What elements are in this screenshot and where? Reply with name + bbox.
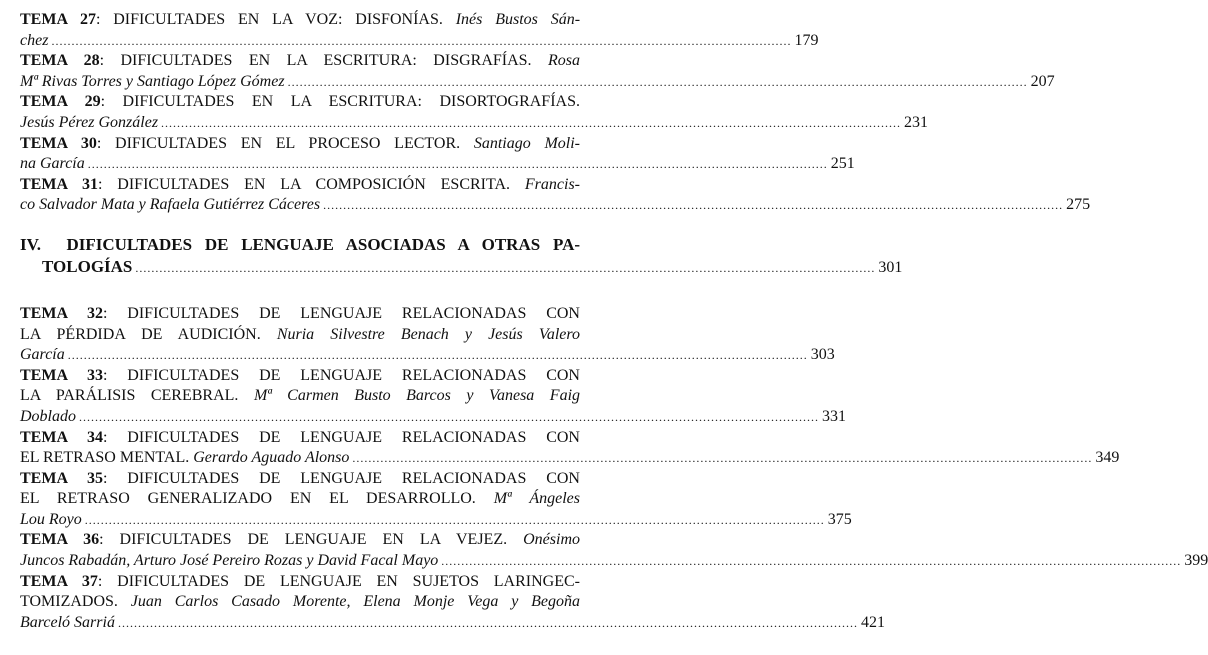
- entry-page-number: 303: [810, 346, 835, 364]
- dot-leader: .........................................................................................................................................................................................: [135, 260, 876, 275]
- entry-page-number: 231: [904, 113, 929, 131]
- toc-entry-tema-29: TEMA 29: DIFICULTADES EN LA ESCRITURA: DISORTOGRAFÍAS. Jesús Pérez González ......................................................................................................................................................................................... 231: [20, 92, 580, 133]
- dot-leader: .........................................................................................................................................................................................: [87, 157, 828, 172]
- entry-author: Juan Carlos Casado Morente, Elena Monje Vega y Begoña: [130, 593, 581, 611]
- entry-author: Santiago Moli-: [473, 134, 581, 152]
- entry-title: DIFICULTADES DE LENGUAJE RELACIONADAS CON: [127, 304, 580, 322]
- toc-entry-tema-30: TEMA 30: DIFICULTADES EN EL PROCESO LECTOR. Santiago Moli- na García ......................................................................................................................................................................................... 251: [20, 134, 580, 175]
- entry-title: TOMIZADOS.: [20, 593, 118, 611]
- entry-label: TEMA 32: [20, 304, 103, 322]
- toc-section-iv: [20, 234, 903, 279]
- entry-author: Inés Bustos Sán-: [455, 11, 581, 28]
- entry-title: LA PÉRDIDA DE AUDICIÓN.: [20, 325, 261, 343]
- entry-author: Onésimo: [523, 531, 580, 549]
- entry-author: Jesús Pérez González: [20, 113, 159, 131]
- entry-page-number: 251: [830, 155, 855, 173]
- section-title: DIFICULTADES DE LENGUAJE ASOCIADAS A OTRAS PA-: [66, 234, 581, 254]
- toc-entry-tema-34: TEMA 34: DIFICULTADES DE LENGUAJE RELACIONADAS CON EL RETRASO MENTAL. Gerardo Aguado Alonso ......................................................................................................................................................................................... 349: [20, 428, 580, 469]
- toc-entry-tema-37: TEMA 37: DIFICULTADES DE LENGUAJE EN SUJETOS LARINGEC- TOMIZADOS. Juan Carlos Casado Morente, Elena Monje Vega y Begoña Barceló Sarriá ......................................................................................................................................................................................... 421: [20, 572, 580, 634]
- dot-leader: .........................................................................................................................................................................................: [161, 115, 902, 130]
- section-page-number: 301: [878, 258, 903, 276]
- entry-author: Doblado: [20, 407, 76, 425]
- toc-entry-tema-33: TEMA 33: DIFICULTADES DE LENGUAJE RELACIONADAS CON LA PARÁLISIS CEREBRAL. Mª Carmen Busto Barcos y Vanesa Faig Doblado ......................................................................................................................................................................................... 331: [20, 366, 580, 428]
- entry-label: TEMA 31: [20, 175, 98, 193]
- entry-author: chez: [20, 31, 49, 49]
- entry-title: DIFICULTADES EN EL PROCESO LECTOR.: [115, 134, 461, 152]
- entry-title: DIFICULTADES DE LENGUAJE EN LA VEJEZ.: [119, 531, 508, 549]
- entry-title: EL RETRASO MENTAL.: [20, 449, 190, 467]
- entry-author: Gerardo Aguado Alonso: [193, 449, 350, 467]
- entry-label: TEMA 33: [20, 366, 103, 384]
- entry-page-number: 331: [822, 407, 846, 425]
- entry-author: na García: [20, 155, 85, 173]
- entry-author: Mª Rivas Torres y Santiago López Gómez: [20, 72, 285, 90]
- entry-author: Lou Royo: [20, 510, 82, 528]
- entry-label: TEMA 35: [20, 469, 103, 487]
- section-title-continued: TOLOGÍAS: [42, 256, 133, 276]
- entry-author: García: [20, 346, 65, 364]
- entry-page-number: 399: [1184, 552, 1208, 570]
- toc-entry-tema-32: TEMA 32: DIFICULTADES DE LENGUAJE RELACIONADAS CON LA PÉRDIDA DE AUDICIÓN. Nuria Silvestre Benach y Jesús Valero García ......................................................................................................................................................................................... 303: [20, 304, 580, 366]
- entry-label: TEMA 30: [20, 134, 97, 152]
- dot-leader: .........................................................................................................................................................................................: [352, 451, 1093, 466]
- entry-author: Mª Ángeles: [493, 490, 581, 508]
- entry-author: co Salvador Mata y Rafaela Gutiérrez Cáceres: [20, 196, 321, 214]
- entry-label: TEMA 29: [20, 93, 101, 111]
- entry-page-number: 207: [1030, 72, 1055, 90]
- toc-entry-tema-36: TEMA 36: DIFICULTADES DE LENGUAJE EN LA VEJEZ. Onésimo Juncos Rabadán, Arturo José Pereiro Rozas y David Facal Mayo ......................................................................................................................................................................................... 399: [20, 530, 580, 571]
- dot-leader: .........................................................................................................................................................................................: [84, 512, 825, 527]
- entry-title: DIFICULTADES DE LENGUAJE RELACIONADAS CON: [127, 428, 580, 446]
- entry-author: Juncos Rabadán, Arturo José Pereiro Rozas y David Facal Mayo: [20, 552, 439, 570]
- entry-label: TEMA 28: [20, 52, 100, 70]
- toc-entry-tema-31: TEMA 31: DIFICULTADES EN LA COMPOSICIÓN ESCRITA. Francis- co Salvador Mata y Rafaela Gutiérrez Cáceres ......................................................................................................................................................................................... 275: [20, 175, 580, 216]
- entry-label: TEMA 37: [20, 572, 98, 590]
- entry-page-number: 349: [1095, 449, 1120, 467]
- entry-page-number: 421: [860, 613, 885, 631]
- entry-title: DIFICULTADES EN LA ESCRITURA: DISORTOGRAFÍAS.: [122, 93, 580, 111]
- entry-title: DIFICULTADES EN LA VOZ: DISFONÍAS.: [113, 11, 443, 28]
- entry-title: DIFICULTADES EN LA ESCRITURA: DISGRAFÍAS.: [120, 52, 532, 70]
- entry-label: TEMA 27: [20, 11, 96, 28]
- entry-title: DIFICULTADES DE LENGUAJE RELACIONADAS CON: [127, 366, 580, 384]
- entry-author: Rosa: [548, 52, 581, 70]
- toc-entry-tema-27: TEMA 27: DIFICULTADES EN LA VOZ: DISFONÍAS. Inés Bustos Sán- chez ......................................................................................................................................................................................... 179: [20, 10, 580, 51]
- entry-title: EL RETRASO GENERALIZADO EN EL DESARROLLO.: [20, 490, 476, 508]
- table-of-contents: [20, 10, 1208, 633]
- dot-leader: .........................................................................................................................................................................................: [323, 198, 1064, 213]
- entry-page-number: 375: [827, 510, 852, 528]
- entry-title: DIFICULTADES EN LA COMPOSICIÓN ESCRITA.: [117, 175, 511, 193]
- dot-leader: .........................................................................................................................................................................................: [79, 409, 819, 424]
- entry-page-number: 179: [794, 31, 819, 49]
- dot-leader: .........................................................................................................................................................................................: [67, 348, 808, 363]
- dot-leader: .........................................................................................................................................................................................: [117, 615, 858, 630]
- entry-author: Barceló Sarriá: [20, 613, 115, 631]
- entry-page-number: 275: [1066, 196, 1091, 214]
- entry-title: DIFICULTADES DE LENGUAJE RELACIONADAS CON: [127, 469, 580, 487]
- entry-title: DIFICULTADES DE LENGUAJE EN SUJETOS LARINGEC-: [117, 572, 580, 590]
- entry-label: TEMA 36: [20, 531, 100, 549]
- entry-title: LA PARÁLISIS CEREBRAL.: [20, 387, 239, 405]
- dot-leader: .........................................................................................................................................................................................: [287, 74, 1028, 89]
- entry-author: Mª Carmen Busto Barcos y Vanesa Faig: [253, 387, 581, 405]
- entry-author: Francis-: [524, 175, 581, 193]
- entry-author: Nuria Silvestre Benach y Jesús Valero: [276, 325, 581, 343]
- toc-entry-tema-35: TEMA 35: DIFICULTADES DE LENGUAJE RELACIONADAS CON EL RETRASO GENERALIZADO EN EL DESARROLLO. Mª Ángeles Lou Royo ......................................................................................................................................................................................... 375: [20, 469, 580, 531]
- dot-leader: .........................................................................................................................................................................................: [51, 33, 792, 48]
- dot-leader: .........................................................................................................................................................................................: [441, 554, 1182, 569]
- entry-label: TEMA 34: [20, 428, 103, 446]
- toc-entry-tema-28: TEMA 28: DIFICULTADES EN LA ESCRITURA: DISGRAFÍAS. Rosa Mª Rivas Torres y Santiago López Gómez ......................................................................................................................................................................................... 207: [20, 51, 580, 92]
- section-number: IV.: [20, 234, 41, 254]
